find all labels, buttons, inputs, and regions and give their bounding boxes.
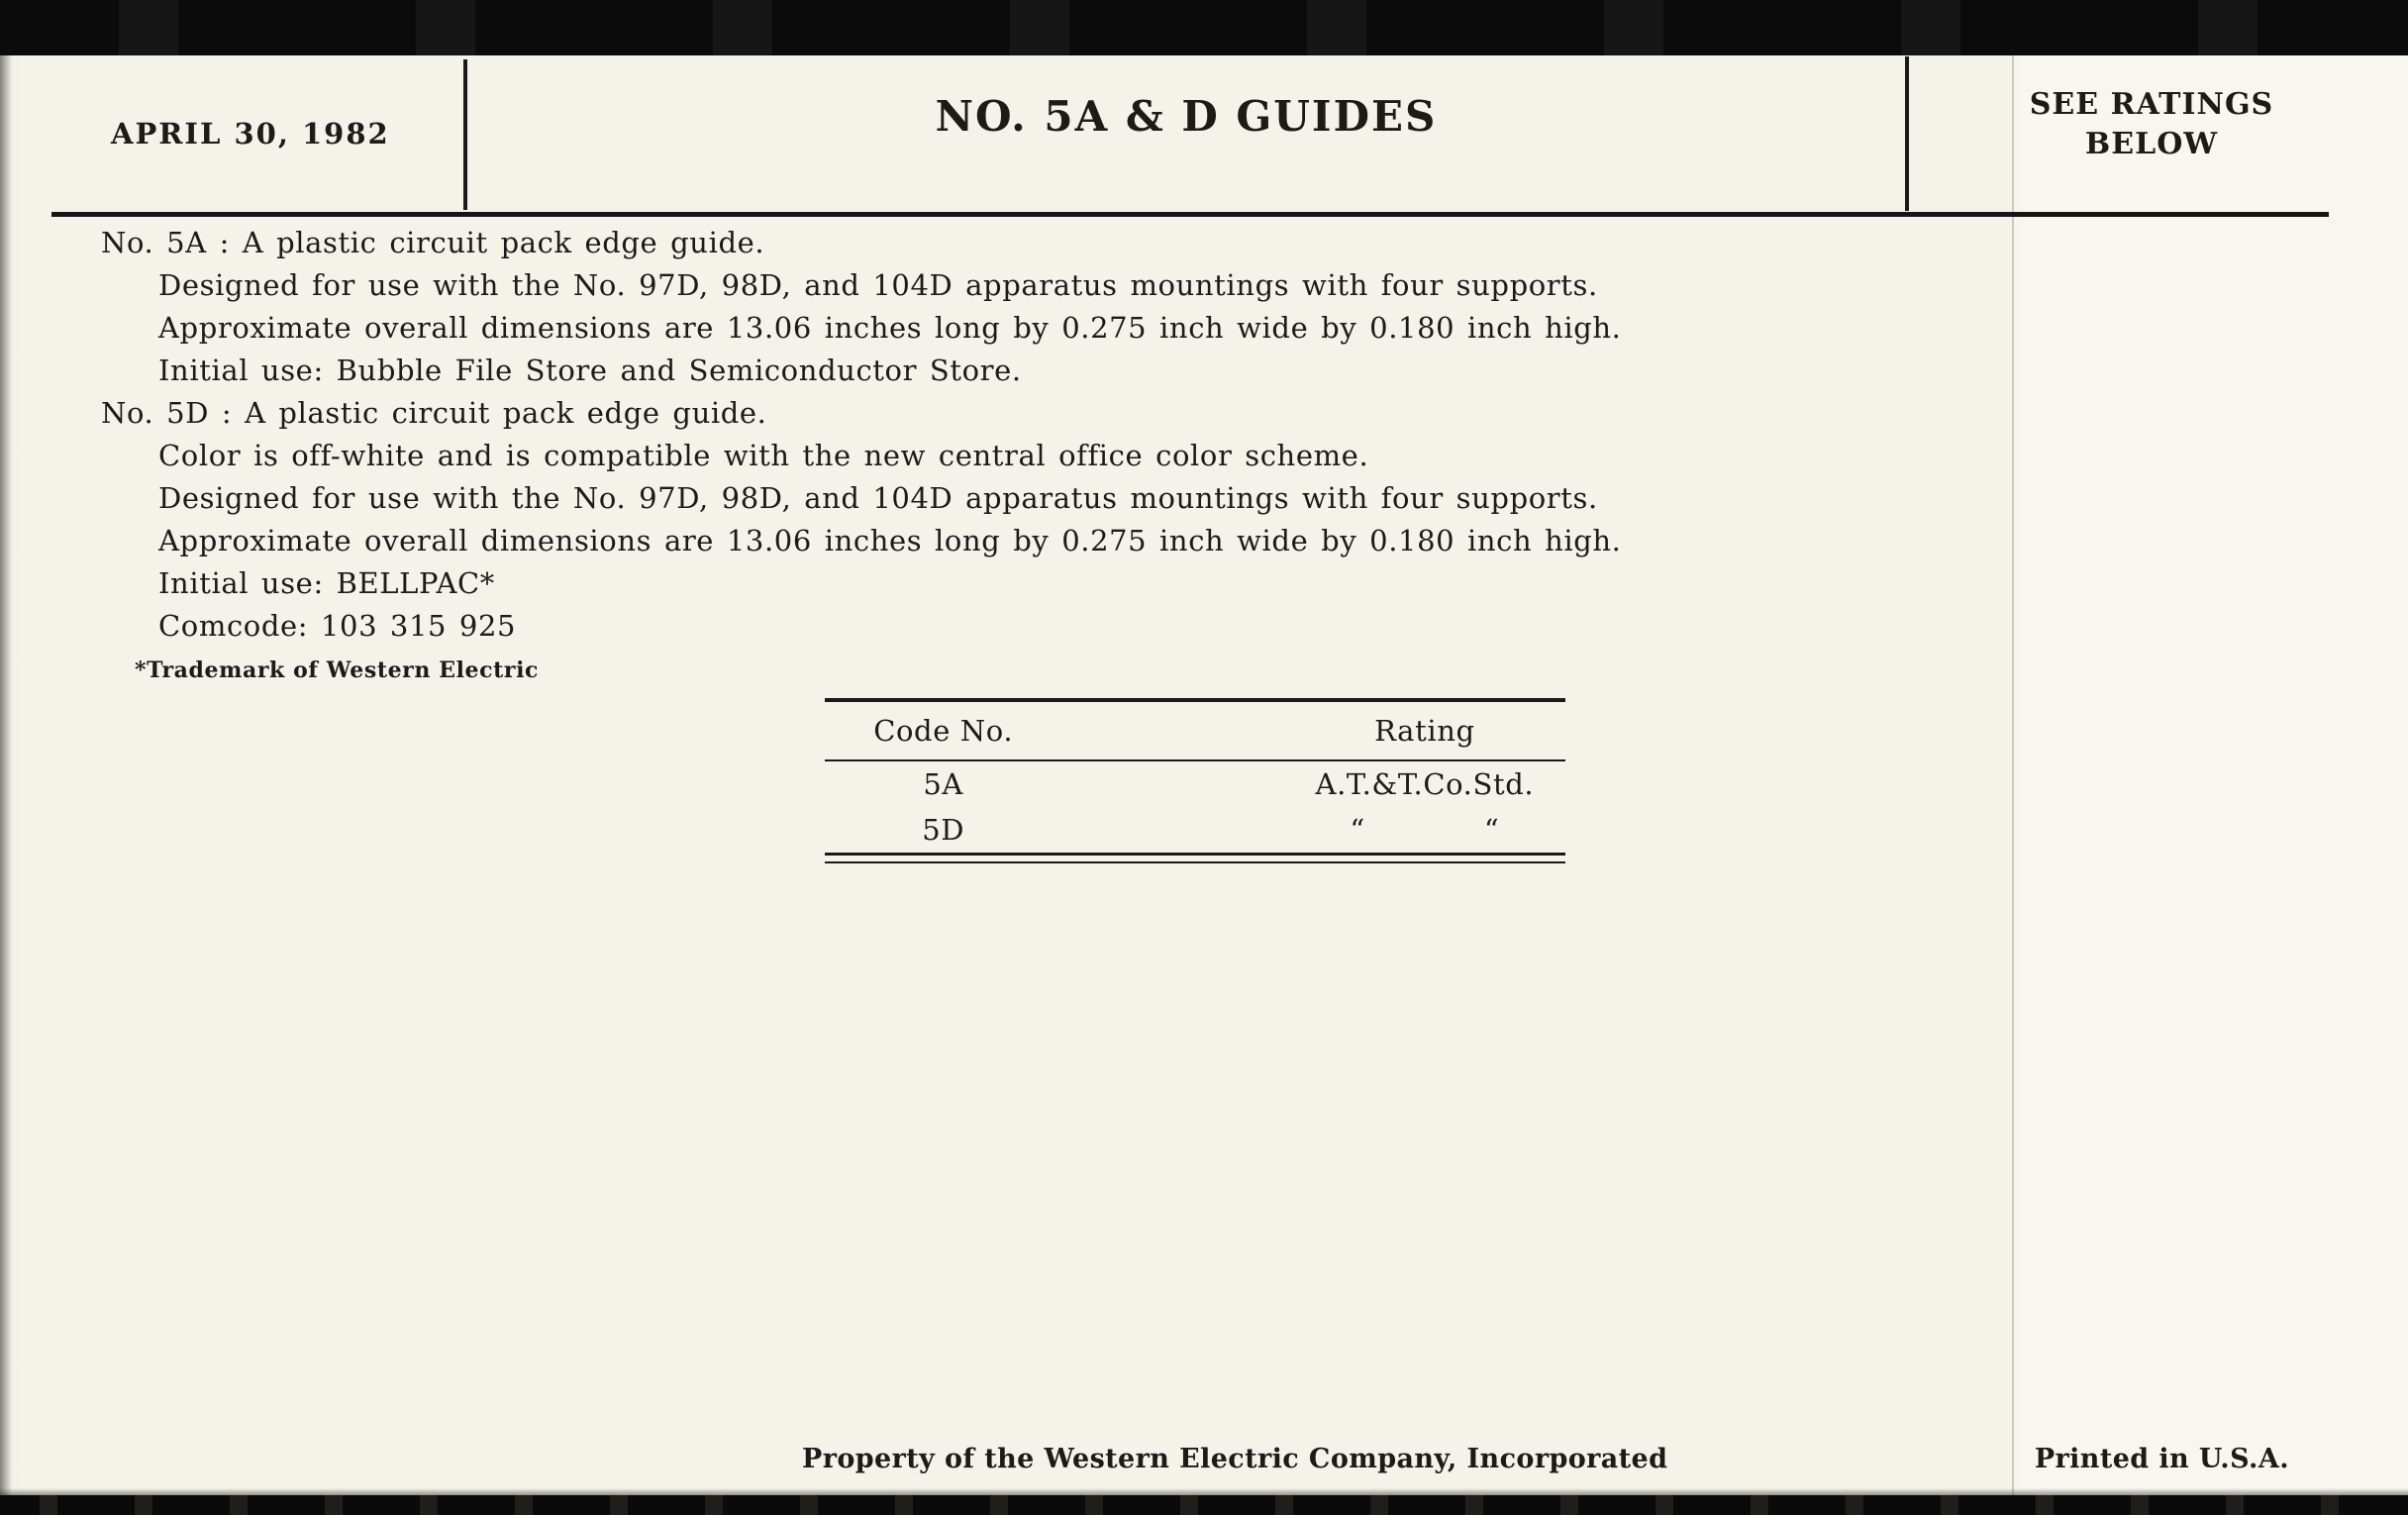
header-rule	[51, 212, 2329, 217]
spec-line: Approximate overall dimensions are 13.06 inches long by 0.275 inch wide by 0.180 inch high.	[158, 311, 1622, 345]
spec-line: No. 5D : A plastic circuit pack edge guide.	[101, 396, 767, 430]
ratings-table	[825, 698, 1565, 863]
table-row	[825, 761, 1565, 807]
spec-line: Initial use: Bubble File Store and Semiconductor Store.	[158, 354, 1022, 387]
spec-line: Color is off-white and is compatible with the new central office color scheme.	[158, 439, 1369, 472]
spec-line: Designed for use with the No. 97D, 98D, and 104D apparatus mountings with four supports.	[158, 481, 1598, 515]
rating-cell	[1284, 813, 1565, 847]
column-header-code-no: Code No.	[873, 714, 1014, 748]
spec-line: Approximate overall dimensions are 13.06 inches long by 0.275 inch wide by 0.180 inch high.	[158, 524, 1622, 557]
scan-bottom-fade	[0, 1488, 2408, 1495]
ratings-note-line1: SEE RATINGS	[2029, 87, 2274, 122]
ratings-note	[1909, 85, 2394, 164]
spec-line: Comcode: 103 315 925	[158, 609, 517, 643]
spec-line: No. 5A : A plastic circuit pack edge guide.	[101, 226, 765, 259]
ratings-note-line2: BELOW	[2084, 127, 2219, 161]
spec-body	[0, 222, 2349, 648]
spec-line: Initial use: BELLPAC*	[158, 566, 495, 600]
rating-cell: A.T.&T.Co.Std.	[1315, 767, 1535, 801]
scan-bottom-border	[0, 1495, 2408, 1515]
page-title: NO. 5A & D GUIDES	[935, 92, 1438, 141]
issue-date: APRIL 30, 1982	[111, 117, 390, 151]
code-cell: 5D	[922, 813, 965, 847]
ditto-mark-left: “	[1350, 813, 1365, 847]
ratings-table-header-row	[825, 702, 1565, 761]
table-row	[825, 807, 1565, 853]
table-bottom-rule	[825, 853, 1565, 863]
code-cell: 5A	[923, 767, 963, 801]
column-header-rating: Rating	[1374, 714, 1475, 748]
footer-property-note: Property of the Western Electric Company, Incorporated	[802, 1444, 1668, 1474]
ditto-mark-right: “	[1483, 813, 1500, 847]
spec-line: Designed for use with the No. 97D, 98D, and 104D apparatus mountings with four supports.	[158, 268, 1598, 302]
footer-printed-note: Printed in U.S.A.	[2034, 1444, 2289, 1474]
trademark-footnote: *Trademark of Western Electric	[135, 657, 540, 683]
scan-top-border	[0, 0, 2408, 55]
ditto-marks	[1284, 813, 1565, 847]
